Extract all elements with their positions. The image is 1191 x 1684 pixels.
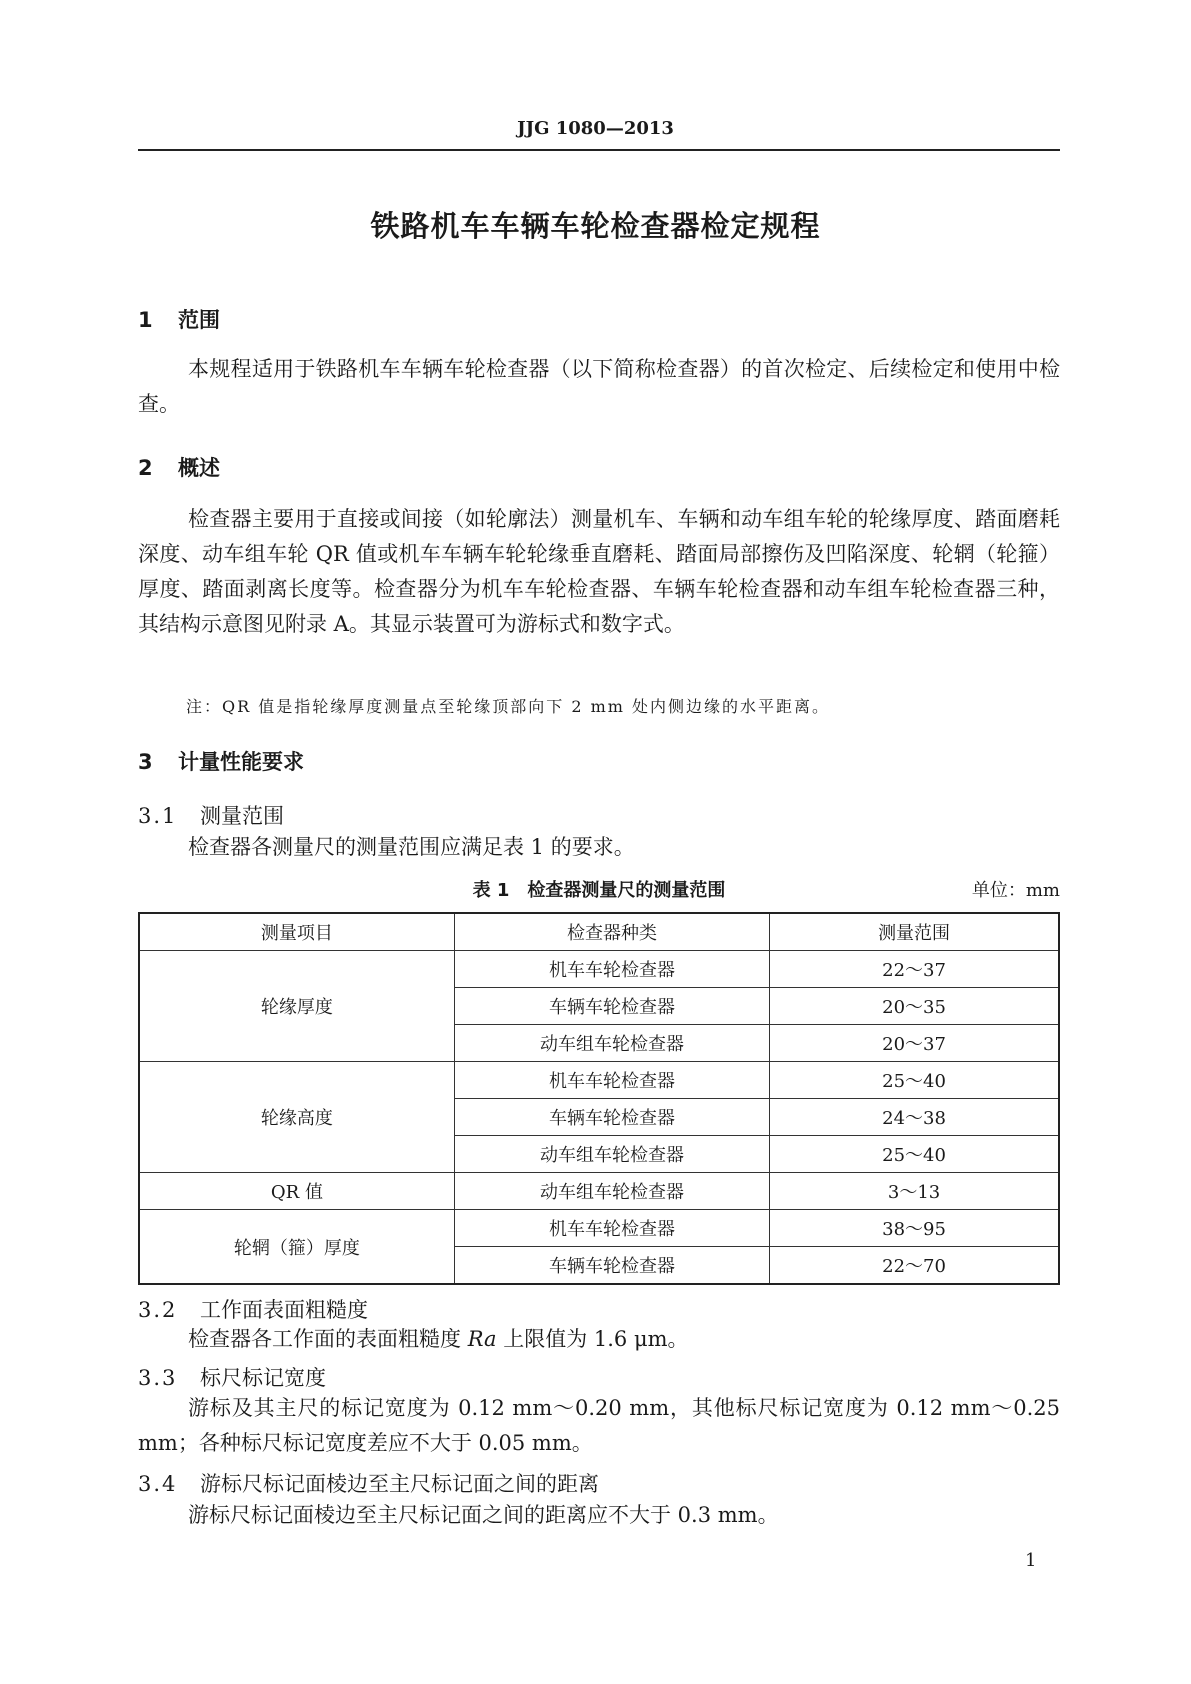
- page-number: 1: [1025, 1550, 1037, 1571]
- table-row: [139, 1210, 1059, 1247]
- table-item-cell: 轮缘厚度: [139, 951, 454, 1062]
- table-item-cell: QR 值: [139, 1173, 454, 1210]
- subsection-title: 工作面表面粗糙度: [200, 1298, 368, 1322]
- table-type-cell: 动车组车轮检查器: [454, 1136, 769, 1173]
- subsection-3-2-text: [138, 1322, 1060, 1357]
- table-type-cell: 机车车轮检查器: [454, 1210, 769, 1247]
- section-2-note: 注：QR 值是指轮缘厚度测量点至轮缘顶部向下 2 mm 处内侧边缘的水平距离。: [186, 697, 831, 716]
- ra-symbol: Ra: [467, 1327, 497, 1351]
- table-range-cell: 22～37: [770, 951, 1059, 988]
- table-range-cell: 20～35: [770, 988, 1059, 1025]
- table-header-cell: 检查器种类: [454, 913, 769, 951]
- section-number: 1: [138, 308, 153, 332]
- table-range-cell: 38～95: [770, 1210, 1059, 1247]
- subsection-number: 3.1: [138, 804, 178, 828]
- table-range-cell: 20～37: [770, 1025, 1059, 1062]
- section-1-text: 本规程适用于铁路机车车辆车轮检查器（以下简称检查器）的首次检定、后续检定和使用中检查。: [138, 357, 1060, 416]
- table-range-cell: 22～70: [770, 1247, 1059, 1285]
- subsection-3-1-heading: [138, 800, 284, 830]
- subsection-3-4-text: 游标尺标记面棱边至主尺标记面之间的距离应不大于 0.3 mm。: [188, 1503, 779, 1527]
- section-number: 2: [138, 456, 153, 480]
- table-range-cell: 3～13: [770, 1173, 1059, 1210]
- table-type-cell: 车辆车轮检查器: [454, 988, 769, 1025]
- subsection-number: 3.2: [138, 1298, 178, 1322]
- section-2-heading: [138, 452, 220, 482]
- table-1-caption-row: [138, 876, 1060, 901]
- section-3-heading: [138, 746, 304, 776]
- table-1-unit: 单位：mm: [971, 880, 1060, 901]
- subsection-3-4-heading: [138, 1468, 599, 1498]
- table-type-cell: 车辆车轮检查器: [454, 1099, 769, 1136]
- table-type-cell: 动车组车轮检查器: [454, 1025, 769, 1062]
- table-range-cell: 25～40: [770, 1062, 1059, 1099]
- subsection-3-2-heading: [138, 1294, 368, 1324]
- document-title: 铁路机车车辆车轮检查器检定规程: [370, 209, 821, 243]
- table-header-row: [139, 913, 1059, 951]
- subsection-title: 游标尺标记面棱边至主尺标记面之间的距离: [200, 1472, 599, 1496]
- text-segment: 检查器各工作面的表面粗糙度: [188, 1327, 468, 1351]
- table-range-cell: 24～38: [770, 1099, 1059, 1136]
- table-1: [138, 912, 1060, 1285]
- section-title: 范围: [178, 308, 220, 332]
- subsection-number: 3.3: [138, 1366, 178, 1390]
- table-type-cell: 动车组车轮检查器: [454, 1173, 769, 1210]
- section-1-heading: [138, 304, 220, 334]
- subsection-number: 3.4: [138, 1472, 178, 1496]
- text-segment: 上限值为 1.6 μm。: [496, 1327, 689, 1351]
- document-code-header: JJG 1080—2013: [517, 118, 674, 139]
- table-header-cell: 测量项目: [139, 913, 454, 951]
- subsection-3-3-heading: [138, 1362, 326, 1392]
- section-2-text: 检查器主要用于直接或间接（如轮廓法）测量机车、车辆和动车组车轮的轮缘厚度、踏面磨耗深度、动车组车轮 QR 值或机车车辆车轮轮缘垂直磨耗、踏面局部擦伤及凹陷深度、轮辋（轮箍）厚度、踏面剥离长度等。检查器分为机车车轮检查器、车辆车轮检查器和动车组车轮检查器三种，其结构示意图见附录 A。其显示装置可为游标式和数字式。: [138, 507, 1060, 636]
- table-row: [139, 951, 1059, 988]
- table-type-cell: 机车车轮检查器: [454, 1062, 769, 1099]
- section-title: 计量性能要求: [178, 750, 304, 774]
- table-item-cell: 轮辋（箍）厚度: [139, 1210, 454, 1285]
- subsection-3-1-text: 检查器各测量尺的测量范围应满足表 1 的要求。: [188, 835, 635, 859]
- header-rule: [138, 149, 1060, 151]
- table-row: [139, 1173, 1059, 1210]
- table-range-cell: 25～40: [770, 1136, 1059, 1173]
- subsection-title: 标尺标记宽度: [200, 1366, 326, 1390]
- section-number: 3: [138, 750, 153, 774]
- table-item-cell: 轮缘高度: [139, 1062, 454, 1173]
- table-row: [139, 1062, 1059, 1099]
- table-type-cell: 机车车轮检查器: [454, 951, 769, 988]
- table-header-cell: 测量范围: [770, 913, 1059, 951]
- table-type-cell: 车辆车轮检查器: [454, 1247, 769, 1285]
- section-title: 概述: [178, 456, 220, 480]
- subsection-3-3-text: 游标及其主尺的标记宽度为 0.12 mm～0.20 mm，其他标尺标记宽度为 0.12 mm～0.25 mm；各种标尺标记宽度差应不大于 0.05 mm。: [138, 1396, 1060, 1455]
- table-1-caption: 表 1 检查器测量尺的测量范围: [472, 880, 726, 901]
- subsection-title: 测量范围: [200, 804, 284, 828]
